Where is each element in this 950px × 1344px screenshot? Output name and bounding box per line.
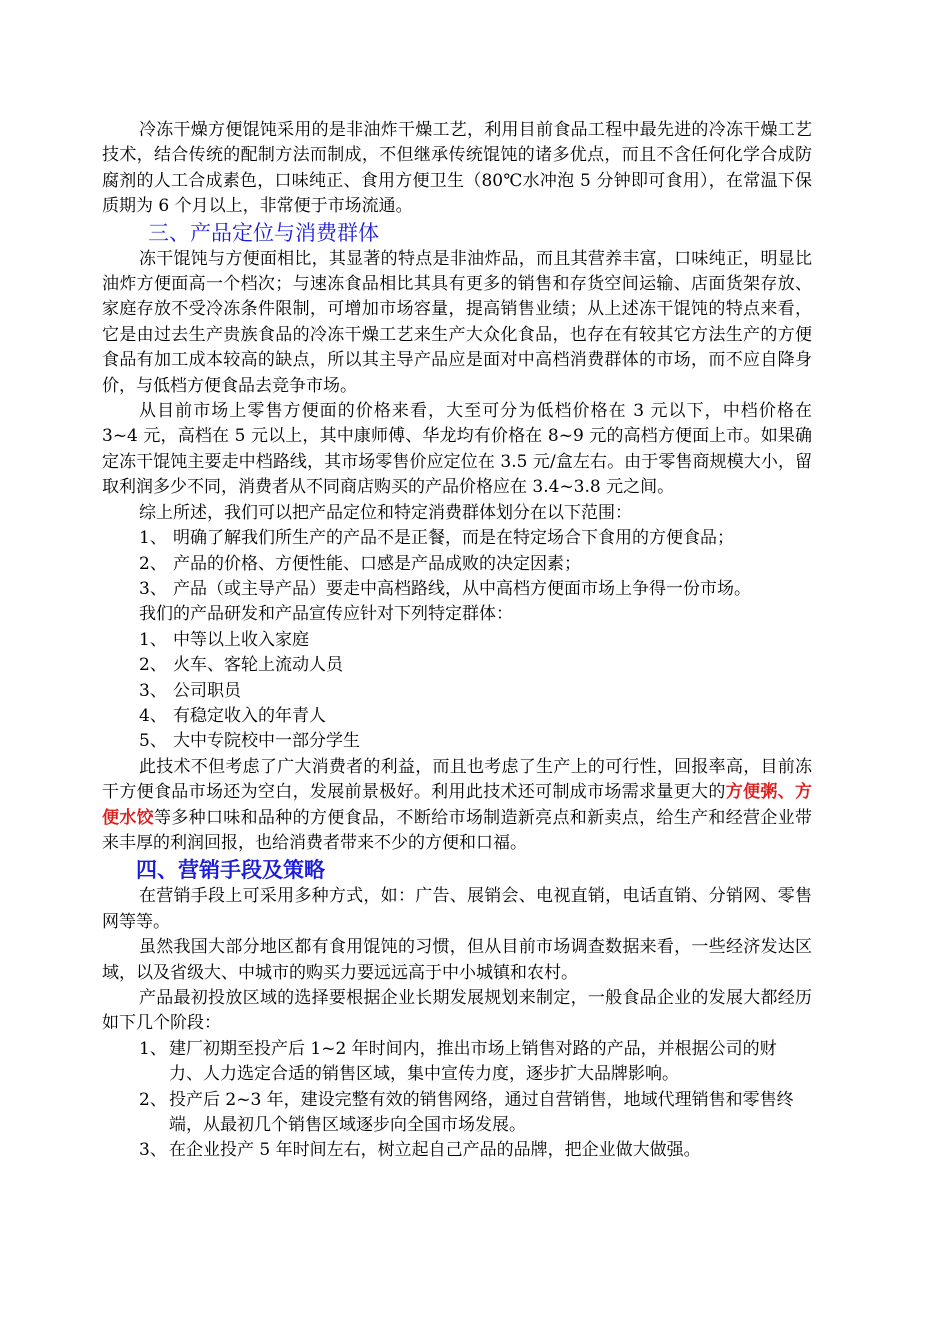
paragraph-marketing-methods: 在营销手段上可采用多种方式，如：广告、展销会、电视直销，电话直销、分销网、零售网等等。 [102, 886, 812, 932]
paragraph-regional-demand: 虽然我国大部分地区都有食用馄饨的习惯，但从目前市场调查数据来看，一些经济发达区域，以及省级大、中城市的购买力要远远高于中小城镇和农村。 [102, 937, 812, 983]
paragraph-target-groups: 我们的产品研发和产品宣传应针对下列特定群体： [139, 604, 513, 625]
document-body [102, 118, 812, 1164]
list-item: 1、 建厂初期至投产后 1~2 年时间内，推出市场上销售对路的产品，并根据公司的财力、人力选定合适的销售区域，集中宣传力度，逐步扩大品牌影响。 [139, 1038, 777, 1085]
list-item: 5、 大中专院校中一部分学生 [139, 731, 360, 752]
paragraph-summary: 综上所述，我们可以把产品定位和特定消费群体划分在以下范围： [139, 502, 632, 523]
list-item: 1、 中等以上收入家庭 [139, 629, 309, 650]
list-item: 1、 明确了解我们所生产的产品不是正餐，而是在特定场合下食用的方便食品； [139, 528, 734, 549]
list-item: 2、 投产后 2~3 年，建设完整有效的销售网络，通过自营销售，地域代理销售和零售终端，从最初几个销售区域逐步向全国市场发展。 [139, 1089, 794, 1136]
stages-list [102, 1037, 812, 1164]
heading-product-positioning: 三、产品定位与消费群体 [148, 220, 379, 245]
positioning-list [102, 526, 812, 602]
list-item: 3、 产品（或主导产品）要走中高档路线，从中高档方便面市场上争得一份市场。 [139, 578, 751, 599]
list-item: 4、 有稳定收入的年青人 [139, 705, 326, 726]
paragraph-technology-prospects: 此技术不但考虑了广大消费者的利益，而且也考虑了生产上的可行性，回报率高，目前冻干方便食品市场还为空白，发展前景极好。利用此技术还可制成市场需求量更大的方便粥、方便水饺等多种口味和品种的方便食品，不断给市场制造新亮点和新卖点，给生产和经营企业带来丰厚的利润回报，也给消费者带来不少的方便和口福。 [102, 756, 813, 853]
paragraph-pricing: 从目前市场上零售方便面的价格来看，大至可分为低档价格在 3 元以下，中档价格在 3~4 元，高档在 5 元以上，其中康师傅、华龙均有价格在 8~9 元的高档方便面上市。如果确定冻干馄饨主要走中档路线，其市场零售价应定位在 3.5 元/盒左右。由于零售商规模大小，留取利润多少不同，消费者从不同商店购买的产品价格应在 3.4~3.8 元之间。 [102, 401, 812, 498]
heading-marketing-strategy: 四、营销手段及策略 [136, 858, 325, 883]
paragraph-freeze-dry-intro: 冷冻干燥方便馄饨采用的是非油炸干燥工艺，利用目前食品工程中最先进的冷冻干燥工艺技术，结合传统的配制方法而制成，不但继承传统馄饨的诸多优点，而且不含任何化学合成防腐剂的人工合成素色，口味纯正、食用方便卫生（80℃水冲泡 5 分钟即可食用），在常温下保质期为 6 个月以上，非常便于市场流通。 [102, 120, 812, 217]
paragraph-development-stages: 产品最初投放区域的选择要根据企业长期发展规划来制定，一般食品企业的发展大都经历如下几个阶段： [102, 988, 812, 1034]
list-item: 3、 在企业投产 5 年时间左右，树立起自己产品的品牌，把企业做大做强。 [139, 1140, 701, 1161]
list-item: 3、 公司职员 [139, 680, 241, 701]
paragraph-comparison: 冻干馄饨与方便面相比，其显著的特点是非油炸品，而且其营养丰富，口味纯正，明显比油炸方便面高一个档次；与速冻食品相比其具有更多的销售和存货空间运输、店面货架存放、家庭存放不受冷冻条件限制，可增加市场容量，提高销售业绩；从上述冻干馄饨的特点来看，它是由过去生产贵族食品的冷冻干燥工艺来生产大众化食品，也存在有较其它方法生产的方便食品有加工成本较高的缺点，所以其主导产品应是面对中高档消费群体的市场，而不应自降身价，与低档方便食品去竞争市场。 [102, 248, 812, 396]
list-item: 2、 火车、客轮上流动人员 [139, 655, 343, 676]
target-groups-list [102, 628, 812, 755]
highlight-products: 方便粥、方便水饺 [102, 782, 813, 828]
list-item: 2、 产品的价格、方便性能、口感是产品成败的决定因素； [139, 553, 581, 574]
